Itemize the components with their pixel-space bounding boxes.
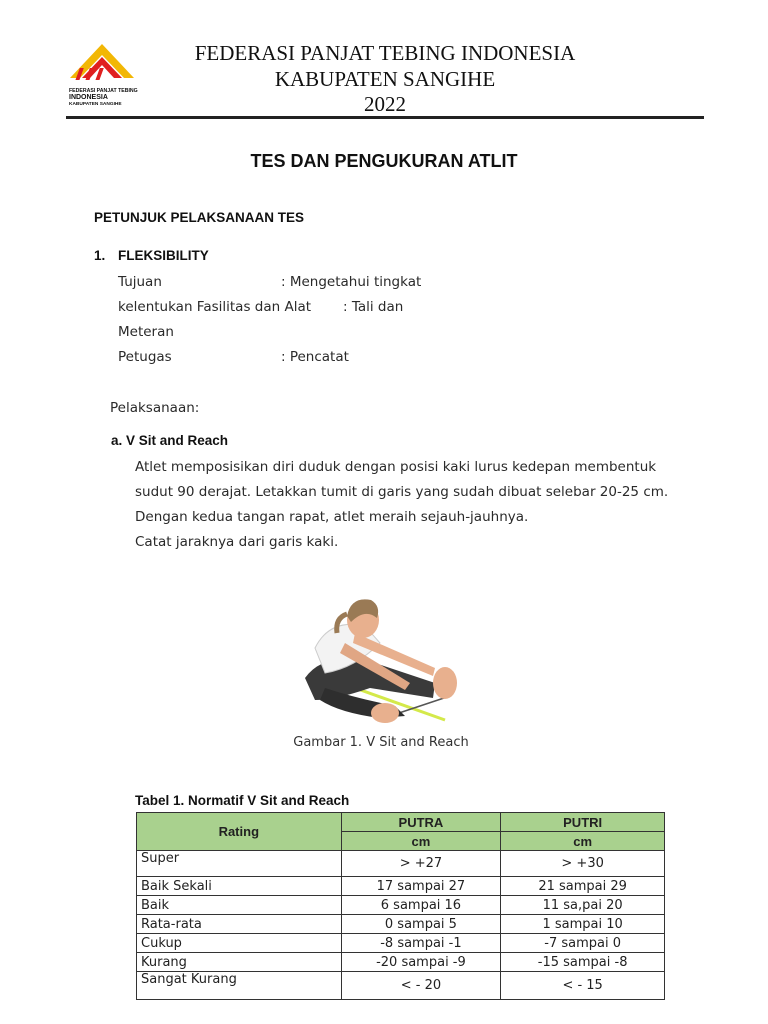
table-row	[137, 972, 665, 1000]
putri-cell: > +30	[501, 851, 665, 877]
table-row	[137, 851, 665, 877]
putri-cell: -7 sampai 0	[501, 934, 665, 953]
rating-cell: Cukup	[137, 934, 342, 953]
header-rating: Rating	[137, 813, 342, 851]
section-heading: PETUNJUK PELAKSANAAN TES	[94, 210, 305, 225]
header-organization: FEDERASI PANJAT TEBING INDONESIA	[194, 41, 576, 65]
putra-cell: 6 sampai 16	[341, 896, 501, 915]
rating-cell: Sangat Kurang	[137, 972, 342, 1000]
sit-and-reach-illustration	[285, 588, 475, 728]
rating-cell: Baik Sekali	[137, 877, 342, 896]
header-putri: PUTRI	[501, 813, 665, 832]
petugas-label: Petugas	[118, 349, 172, 365]
procedure-line-4: Catat jaraknya dari garis kaki.	[135, 534, 339, 550]
alat-value: : Tali dan	[343, 299, 404, 315]
procedure-line-2: sudut 90 derajat. Letakkan tumit di garis yang sudah dibuat selebar 20-25 cm.	[135, 484, 669, 500]
unit-putra: cm	[341, 832, 501, 851]
item-title: FLEKSIBILITY	[118, 248, 209, 263]
tujuan-value: : Mengetahui tingkat	[281, 274, 422, 290]
header-region: KABUPATEN SANGIHE	[274, 67, 496, 91]
meteran-line: Meteran	[118, 324, 174, 340]
putri-cell: -15 sampai -8	[501, 953, 665, 972]
table-caption: Tabel 1. Normatif V Sit and Reach	[135, 793, 350, 808]
tujuan-label: Tujuan	[118, 274, 162, 290]
table-row	[137, 896, 665, 915]
subsection-title: a. V Sit and Reach	[111, 433, 229, 448]
putri-cell: 21 sampai 29	[501, 877, 665, 896]
rating-cell: Kurang	[137, 953, 342, 972]
pelaksanaan-label: Pelaksanaan:	[110, 400, 200, 416]
rating-cell: Super	[137, 851, 342, 877]
header-putra: PUTRA	[341, 813, 501, 832]
page-title: TES DAN PENGUKURAN ATLIT	[250, 151, 518, 171]
rating-cell: Rata-rata	[137, 915, 342, 934]
table-row	[137, 877, 665, 896]
item-number: 1.	[94, 248, 106, 263]
putra-cell: -8 sampai -1	[341, 934, 501, 953]
rating-cell: Baik	[137, 896, 342, 915]
putra-cell: -20 sampai -9	[341, 953, 501, 972]
figure-caption: Gambar 1. V Sit and Reach	[293, 735, 469, 750]
putri-cell: 1 sampai 10	[501, 915, 665, 934]
unit-putri: cm	[501, 832, 665, 851]
petugas-value: : Pencatat	[281, 349, 349, 365]
normative-table	[136, 812, 665, 1000]
procedure-line-3: Dengan kedua tangan rapat, atlet meraih sejauh-jauhnya.	[135, 509, 529, 525]
putra-cell: 17 sampai 27	[341, 877, 501, 896]
putri-cell: < - 15	[501, 972, 665, 1000]
table-row	[137, 953, 665, 972]
putra-cell: < - 20	[341, 972, 501, 1000]
fpti-logo	[66, 40, 140, 108]
logo-text-line1: FEDERASI PANJAT TEBING	[69, 88, 138, 94]
logo-text-line3: KABUPATEN SANGIHE	[69, 102, 122, 107]
header-year: 2022	[364, 92, 406, 116]
header-divider	[66, 116, 704, 119]
putra-cell: > +27	[341, 851, 501, 877]
kelentukan-line: kelentukan Fasilitas dan Alat	[118, 299, 312, 315]
putra-cell: 0 sampai 5	[341, 915, 501, 934]
logo-text-line2: INDONESIA	[69, 94, 108, 101]
table-row	[137, 915, 665, 934]
procedure-line-1: Atlet memposisikan diri duduk dengan posisi kaki lurus kedepan membentuk	[135, 459, 657, 475]
putri-cell: 11 sa,pai 20	[501, 896, 665, 915]
table-row	[137, 934, 665, 953]
